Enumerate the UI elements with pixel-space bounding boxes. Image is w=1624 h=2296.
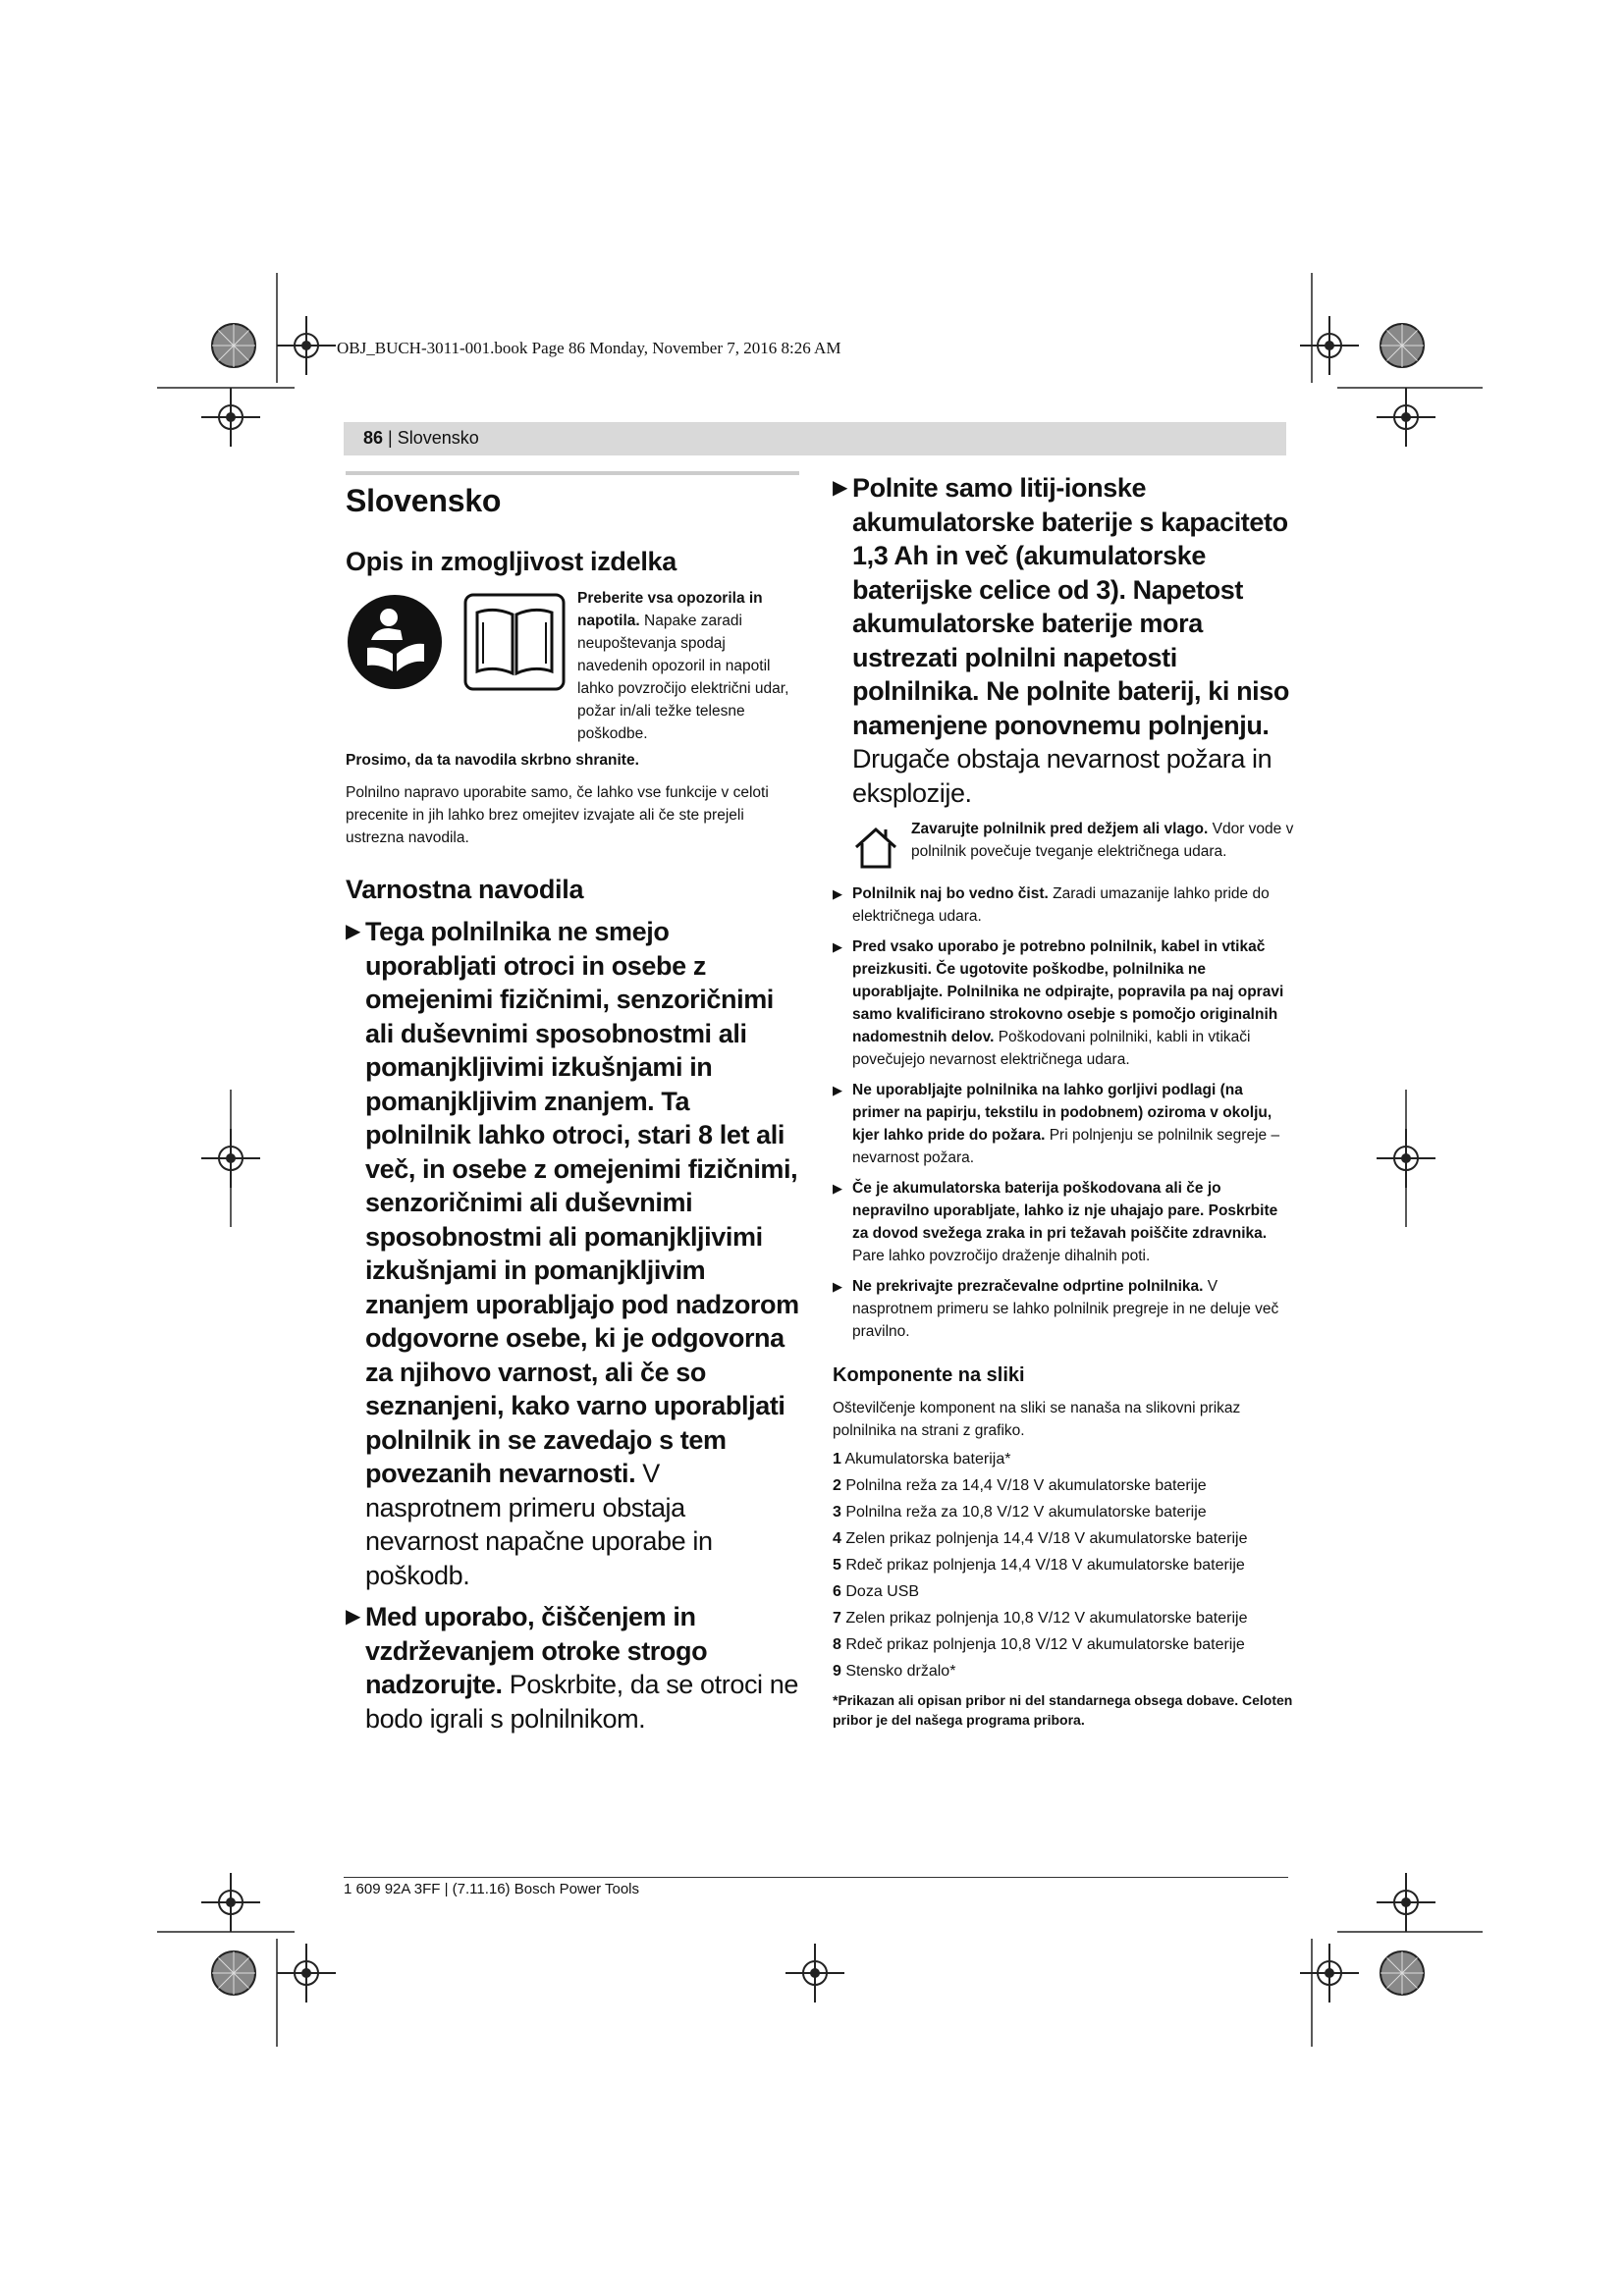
title-rule bbox=[346, 471, 799, 475]
components-heading: Komponente na sliki bbox=[833, 1364, 1025, 1386]
components-list bbox=[833, 1446, 1294, 1684]
safety-heading: Varnostna navodila bbox=[346, 875, 584, 904]
safety-item: ▶ Tega polnilnika ne smejo uporabljati otroci in osebe z omejenimi fizičnimi, senzoričnimi ali duševnimi sposobnostmi ali pomanjkljivimi izkušnjami in pomanjkljivim znanjem. Ta polnilnik lahko otroci, stari 8 let ali več, in osebe z omejenimi fizičnimi, senzoričnimi ali duševnimi sposobnostmi ali pomanjkljivimi izkušnjami in pomanjkljivim znanjem uporabljajo pod nadzorom odgovorne osebe, ki je odgovorna za njihovo varnost, ali če so seznanjeni, kako varno uporabljati polnilnik in se zavedajo s tem povezanih nevarnosti. V nasprotnem primeru obstaja nevarnost napačne uporabe in poškodb. bbox=[346, 915, 799, 1592]
safety-item: ▶ Ne prekrivajte prezračevalne odprtine polnilnika. V nasprotnem primeru se lahko polnilnik pregreje in ne deluje več pravilno. bbox=[833, 1275, 1294, 1343]
bullet-triangle-icon: ▶ bbox=[833, 939, 842, 954]
running-header-bar bbox=[344, 422, 1286, 455]
read-warning-text: Preberite vsa opozorila in napotila. Napake zaradi neupoštevanja spodaj navedenih opozoril in napotil lahko povzročijo električni udar, požar in/ali težke telesne poškodbe. bbox=[577, 590, 789, 742]
bullet-triangle-icon: ▶ bbox=[833, 1083, 842, 1097]
print-slug: OBJ_BUCH-3011-001.book Page 86 Monday, November 7, 2016 8:26 AM bbox=[337, 339, 841, 357]
list-item: 6 Doza USB bbox=[833, 1583, 920, 1600]
bullet-triangle-icon: ▶ bbox=[346, 921, 360, 942]
usage-note: Polnilno napravo uporabite samo, če lahko vse funkcije v celoti precenite in jih lahko brez omejitev izvajate ali če ste prejeli ustrezna navodila. bbox=[346, 784, 769, 846]
components-intro: Oštevilčenje komponent na sliki se nanaša na slikovni prikaz polnilnika na strani z grafiko. bbox=[833, 1400, 1241, 1439]
footer-rule bbox=[344, 1877, 1288, 1878]
list-item: 8 Rdeč prikaz polnjenja 10,8 V/12 V akumulatorske baterije bbox=[833, 1636, 1245, 1653]
right-column bbox=[833, 471, 1294, 1730]
bullet-triangle-icon: ▶ bbox=[833, 886, 842, 901]
open-book-icon bbox=[463, 593, 566, 691]
bullet-triangle-icon: ▶ bbox=[833, 1181, 842, 1196]
battery-charging-warning: ▶ Polnite samo litij-ionske akumulatorske baterije s kapaciteto 1,3 Ah in več (akumulatorske baterijske celice od 3). Napetost akumulatorske baterije mora ustrezati polnilni napetosti polnilnika. Ne polnite baterij, ki niso namenjene ponovnemu polnjenju. Drugače obstaja nevarnost požara in eksplozije. bbox=[833, 471, 1294, 810]
header-section: Slovensko bbox=[397, 428, 479, 448]
safety-item: ▶ Med uporabo, čiščenjem in vzdrževanjem otroke strogo nadzorujte. Poskrbite, da se otroci ne bodo igrali s polnilnikom. bbox=[346, 1600, 799, 1735]
safety-item: ▶ Če je akumulatorska baterija poškodovana ali če jo nepravilno uporabljate, lahko iz nje uhajajo pare. Poskrbite za dovod svežega zraka in pri težavah poiščite zdravnika. Pare lahko povzročijo draženje dihalnih poti. bbox=[833, 1177, 1294, 1267]
accessory-footnote: *Prikazan ali opisan pribor ni del standarnega obsega dobave. Celoten pribor je del našega programa pribora. bbox=[833, 1692, 1293, 1728]
safety-item: ▶ Polnilnik naj bo vedno čist. Zaradi umazanije lahko pride do električnega udara. bbox=[833, 882, 1294, 928]
list-item: 3 Polnilna reža za 10,8 V/12 V akumulatorske baterije bbox=[833, 1504, 1207, 1521]
safety-item: ▶ Pred vsako uporabo je potrebno polnilnik, kabel in vtikač preizkusiti. Če ugotovite poškodbe, polnilnika ne uporabljajte. Polnilnika ne odpirajte, popravila pa naj opravi samo kvalificirano strokovno osebje s pomočjo originalnih nadomestnih delov. Poškodovani polnilniki, kabli in vtikači povečujejo nevarnost električnega udara. bbox=[833, 935, 1294, 1071]
page-number: 86 bbox=[363, 428, 384, 448]
bullet-triangle-icon: ▶ bbox=[346, 1606, 360, 1628]
list-item: 7 Zelen prikaz polnjenja 10,8 V/12 V akumulatorske baterije bbox=[833, 1610, 1248, 1627]
left-column bbox=[346, 471, 799, 1743]
page-title: Slovensko bbox=[346, 483, 502, 518]
header-separator: | bbox=[383, 428, 398, 448]
list-item: 4 Zelen prikaz polnjenja 14,4 V/18 V akumulatorske baterije bbox=[833, 1530, 1248, 1547]
list-item: 5 Rdeč prikaz polnjenja 14,4 V/18 V akumulatorske baterije bbox=[833, 1557, 1245, 1574]
read-warning-block bbox=[346, 587, 799, 745]
rain-warning: Zavarujte polnilnik pred dežjem ali vlago. Vdor vode v polnilnik povečuje tveganje električnega udara. bbox=[852, 818, 1294, 871]
product-heading: Opis in zmogljivost izdelka bbox=[346, 547, 677, 576]
running-header bbox=[363, 428, 479, 449]
bullet-triangle-icon: ▶ bbox=[833, 1279, 842, 1294]
page-footer: 1 609 92A 3FF | (7.11.16) Bosch Power Tools bbox=[344, 1881, 640, 1897]
indoor-use-house-icon bbox=[852, 824, 899, 871]
keep-instructions: Prosimo, da ta navodila skrbno shranite. bbox=[346, 752, 639, 769]
list-item: 2 Polnilna reža za 14,4 V/18 V akumulatorske baterije bbox=[833, 1477, 1207, 1494]
bullet-triangle-icon: ▶ bbox=[833, 477, 847, 499]
list-item: 1 Akumulatorska baterija* bbox=[833, 1451, 1011, 1468]
safety-item: ▶ Ne uporabljajte polnilnika na lahko gorljivi podlagi (na primer na papirju, tekstilu in podobnem) oziroma v okolju, kjer lahko pride do požara. Pri polnjenju se polnilnik segreje – nevarnost požara. bbox=[833, 1079, 1294, 1169]
list-item: 9 Stensko držalo* bbox=[833, 1663, 956, 1680]
read-manual-person-icon bbox=[346, 593, 444, 691]
